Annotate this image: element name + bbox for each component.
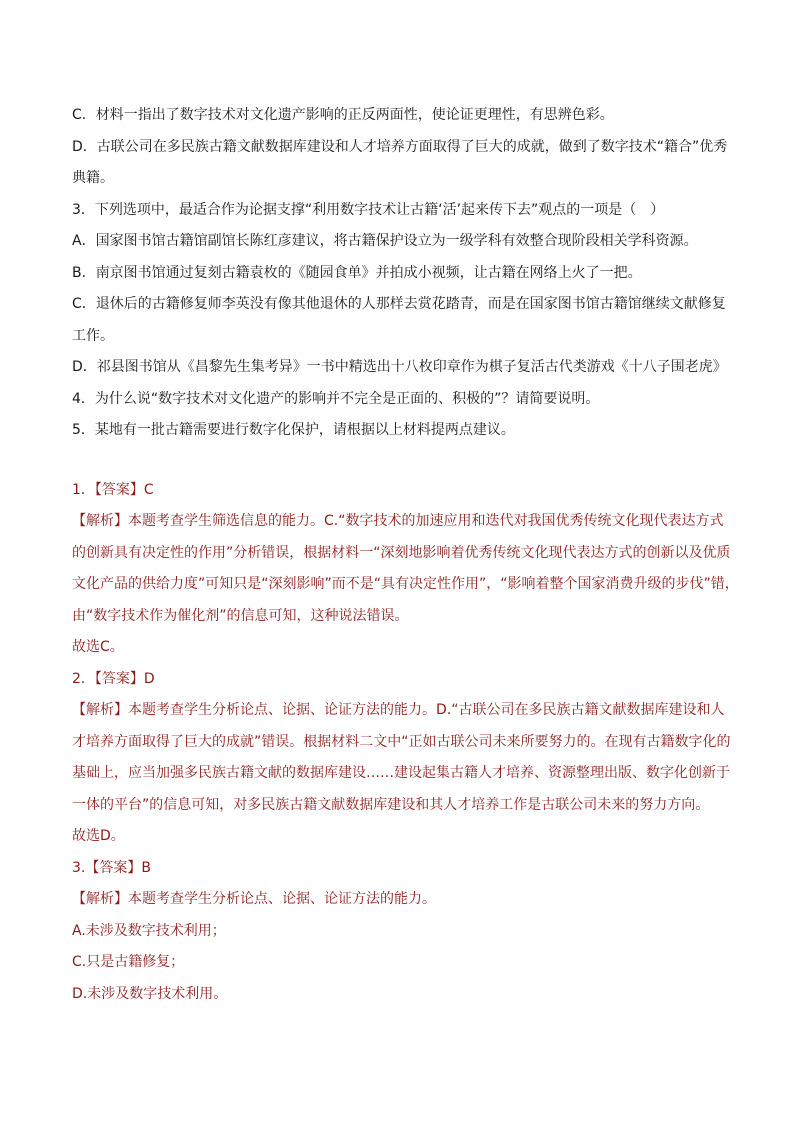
answer-2-analysis-line1: 【解析】本题考查学生分析论点、论据、论证方法的能力。D.“古联公司在多民族古籍文献数据库建设和人 bbox=[72, 702, 725, 718]
answer-1-analysis-line3: 文化产品的供给力度”可知只是“深刻影响”而不是“具有决定性作用”，“影响着整个国家消费升级的步伐”错， bbox=[72, 576, 739, 592]
answer-2-choice: 故选D。 bbox=[72, 828, 125, 844]
question-3-option-a: A．国家图书馆古籍馆副馆长陈红彦建议，将古籍保护设立为一级学科有效整合现阶段相关学科资源。 bbox=[72, 233, 698, 249]
answer-3-analysis-line4: D.未涉及数字技术利用。 bbox=[72, 985, 228, 1002]
answer-1-analysis-line4: 由“数字技术作为催化剂”的信息可知，这种说法错误。 bbox=[72, 607, 409, 624]
answer-2-analysis-line3: 基础上，应当加强多民族古籍文献的数据库建设……建设起集古籍人才培养、资源整理出版、数字化创新于 bbox=[72, 765, 730, 781]
answer-2-label: 2．【答案】D bbox=[72, 670, 155, 687]
answer-3-label: 3.【答案】B bbox=[72, 859, 151, 876]
answer-1-analysis-line2: 的创新具有决定性的作用”分析错误，根据材料一“深刻地影响着优秀传统文化现代表达方式的创新以及优质 bbox=[72, 544, 731, 561]
answer-2-analysis-line4: 一体的平台”的信息可知，对多民族古籍文献数据库建设和其人才培养工作是古联公司未来的努力方向。 bbox=[72, 796, 710, 813]
section-gap bbox=[72, 447, 734, 475]
option-c: C．材料一指出了数字技术对文化遗产影响的正反两面性，使论证更理性，有思辨色彩。 bbox=[72, 107, 614, 123]
answer-1 bbox=[72, 475, 739, 664]
question-4: 4．为什么说“数字技术对文化遗产的影响并不完全是正面的、积极的”？请简要说明。 bbox=[72, 390, 600, 407]
answer-1-label: 1．【答案】C bbox=[72, 481, 154, 498]
question-3-stem: 3．下列选项中，最适合作为论据支撑“利用数字技术让古籍‘活’起来传下去”观点的一项是（ ） bbox=[72, 201, 665, 218]
option-d-line2: 典籍。 bbox=[72, 170, 114, 186]
answer-3-analysis-line1: 【解析】本题考查学生分析论点、论据、论证方法的能力。 bbox=[72, 891, 436, 907]
answer-2 bbox=[72, 664, 734, 853]
question-3-option-c-line1: C．退休后的古籍修复师李英没有像其他退休的人那样去赏花踏青，而是在国家图书馆古籍馆继续文献修复 bbox=[72, 296, 726, 312]
answer-2-analysis-line2: 才培养方面取得了巨大的成就”错误。根据材料二文中“正如古联公司未来所要努力的。在现有古籍数字化的 bbox=[72, 733, 731, 750]
question2-remaining-options bbox=[72, 100, 734, 195]
question-3-option-d: D．祁县图书馆从《昌黎先生集考异》一书中精选出十八枚印章作为棋子复活古代类游戏《十八子围老虎》 bbox=[72, 359, 727, 375]
question-3-option-b: B．南京图书馆通过复刻古籍袁枚的《随园食单》并拍成小视频，让古籍在网络上火了一把。 bbox=[72, 264, 642, 281]
answer-3 bbox=[72, 853, 734, 1011]
question-3 bbox=[72, 195, 734, 384]
answer-1-choice: 故选C。 bbox=[72, 639, 124, 655]
answer-1-analysis-line1: 【解析】本题考查学生筛选信息的能力。C.“数字技术的加速应用和迭代对我国优秀传统文化现代表达方式 bbox=[72, 513, 724, 529]
question-3-option-c-line2: 工作。 bbox=[72, 327, 114, 344]
question-5: 5．某地有一批古籍需要进行数字化保护，请根据以上材料提两点建议。 bbox=[72, 422, 515, 438]
option-d-line1: D．古联公司在多民族古籍文献数据库建设和人才培养方面取得了巨大的成就，做到了数字技术“籍合”优秀 bbox=[72, 138, 728, 155]
answer-3-analysis-line2: A.未涉及数字技术利用； bbox=[72, 922, 226, 939]
answer-3-analysis-line3: C.只是古籍修复； bbox=[72, 954, 185, 970]
